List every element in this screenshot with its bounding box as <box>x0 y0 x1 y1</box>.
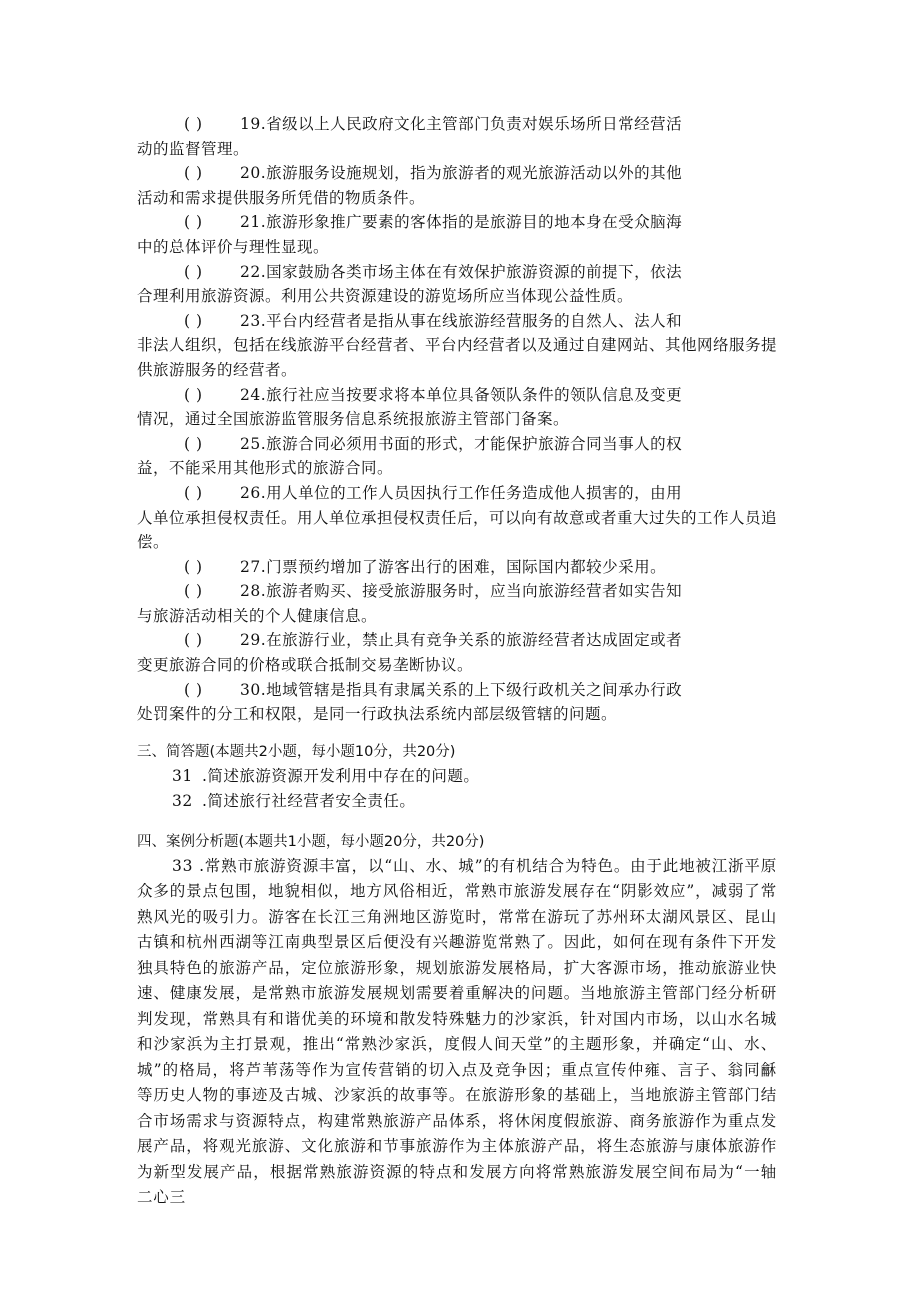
page-content <box>137 112 777 1211</box>
question-20 <box>137 161 777 210</box>
question-text: 22.国家鼓励各类市场主体在有效保护旅游资源的前提下，依法 <box>240 262 683 281</box>
section-4-heading: 四、案例分析题(本题共1小题，每小题20分，共20分) <box>137 833 485 850</box>
answer-blank: ( ) <box>184 557 203 576</box>
question-27 <box>137 555 777 580</box>
answer-blank: ( ) <box>184 115 203 133</box>
question-text-cont: 合理利用旅游资源。利用公共资源建设的游览场所应当体现公益性质。 <box>137 287 634 306</box>
question-23 <box>137 309 777 383</box>
question-text-cont: 情况，通过全国旅游监管服务信息系统报旅游主管部门备案。 <box>137 410 570 429</box>
question-text: 23.平台内经营者是指从事在线旅游经营服务的自然人、法人和 <box>240 311 683 330</box>
question-28 <box>137 579 777 628</box>
question-text: 19.省级以上人民政府文化主管部门负责对娱乐场所日常经营活 <box>240 115 683 133</box>
question-number: 32 <box>172 791 193 810</box>
question-text: 25.旅游合同必须用书面的形式，才能保护旅游合同当事人的权 <box>240 434 683 453</box>
question-text-cont: 与旅游活动相关的个人健康信息。 <box>137 606 378 625</box>
question-text-cont: 变更旅游合同的价格或联合抵制交易垄断协议。 <box>137 656 474 675</box>
question-text: 26.用人单位的工作人员因执行工作任务造成他人损害的，由用 <box>240 483 683 502</box>
question-text: 27.门票预约增加了游客出行的困难，国际国内都较少采用。 <box>240 557 667 576</box>
question-29 <box>137 628 777 677</box>
question-26 <box>137 481 777 555</box>
case-study-text: 33 .常熟市旅游资源丰富，以“山、水、城”的有机结合为特色。由于此地被江浙平原众多的景点包围，地貌相似，地方风俗相近，常熟市旅游发展存在“阴影效应”，减弱了常熟风光的吸引力。游客在长江三角洲地区游览时，常常在游玩了苏州环太湖风景区、昆山古镇和杭州西湖等江南典型景区后便没有兴趣游览常熟了。因此，如何在现有条件下开发独具特色的旅游产品，定位旅游形象，规划旅游发展格局，扩大客源市场，推动旅游业快速、健康发展，是常熟市旅游发展规划需要着重解决的问题。当地旅游主管部门经分析研判发现，常熟具有和谐优美的环境和散发特殊魅力的沙家浜，针对国内市场，以山水名城和沙家浜为主打景观，推出“常熟沙家浜，度假人间天堂”的主题形象，并确定“山、水、城”的格局，将芦苇荡等作为宣传营销的切入点及竞争因；重点宣传仲雍、言子、翁同龢等历史人物的事迹及古城、沙家浜的故事等。在旅游形象的基础上，当地旅游主管部门结合市场需求与资源特点，构建常熟旅游产品体系，将休闲度假旅游、商务旅游作为重点发展产品，将观光旅游、文化旅游和节事旅游作为主体旅游产品，将生态旅游与康体旅游作为新型发展产品，根据常熟旅游资源的特点和发展方向将常熟旅游发展空间布局为“一轴二心三 <box>137 856 777 1207</box>
question-31 <box>137 764 777 789</box>
question-text: .简述旅行社经营者安全责任。 <box>202 791 416 810</box>
question-text-cont: 活动和需求提供服务所凭借的物质条件。 <box>137 188 426 207</box>
question-30 <box>137 678 777 727</box>
spacer <box>137 814 777 830</box>
answer-blank: ( ) <box>184 680 203 699</box>
answer-blank: ( ) <box>184 434 203 453</box>
section-3-heading: 三、简答题(本题共2小题，每小题10分，共20分) <box>137 743 456 760</box>
spacer <box>137 727 777 740</box>
question-32 <box>137 789 777 814</box>
question-text-cont: 益，不能采用其他形式的旅游合同。 <box>137 459 394 478</box>
question-text: 29.在旅游行业，禁止具有竞争关系的旅游经营者达成固定或者 <box>240 631 683 650</box>
question-text: 24.旅行社应当按要求将本单位具备领队条件的领队信息及变更 <box>240 385 683 404</box>
answer-blank: ( ) <box>184 385 203 404</box>
question-text-cont: 中的总体评价与理性显现。 <box>137 237 330 256</box>
answer-blank: ( ) <box>184 262 203 281</box>
question-text: .简述旅游资源开发利用中存在的问题。 <box>202 766 480 785</box>
question-21 <box>137 210 777 259</box>
question-24 <box>137 383 777 432</box>
question-text: 30.地域管辖是指具有隶属关系的上下级行政机关之间承办行政 <box>240 680 683 699</box>
question-19 <box>137 112 777 161</box>
question-text: 20.旅游服务设施规划，指为旅游者的观光旅游活动以外的其他 <box>240 164 683 183</box>
question-25 <box>137 432 777 481</box>
answer-blank: ( ) <box>184 582 203 601</box>
question-text-cont: 动的监督管理。 <box>137 139 250 158</box>
answer-blank: ( ) <box>184 213 203 232</box>
answer-blank: ( ) <box>184 631 203 650</box>
question-22 <box>137 260 777 309</box>
question-text: 21.旅游形象推广要素的客体指的是旅游目的地本身在受众脑海 <box>240 213 683 232</box>
question-text-cont: 人单位承担侵权责任。用人单位承担侵权责任后，可以向有故意或者重大过失的工作人员追偿。 <box>137 508 778 552</box>
question-number: 31 <box>172 766 193 785</box>
answer-blank: ( ) <box>184 311 203 330</box>
question-text-cont: 非法人组织，包括在线旅游平台经营者、平台内经营者以及通过自建网站、其他网络服务提供旅游服务的经营者。 <box>137 336 778 379</box>
question-text: 28.旅游者购买、接受旅游服务时，应当向旅游经营者如实告知 <box>240 582 683 601</box>
answer-blank: ( ) <box>184 164 203 183</box>
answer-blank: ( ) <box>184 483 203 502</box>
question-text-cont: 处罚案件的分工和权限，是同一行政执法系统内部层级管辖的问题。 <box>137 705 618 724</box>
